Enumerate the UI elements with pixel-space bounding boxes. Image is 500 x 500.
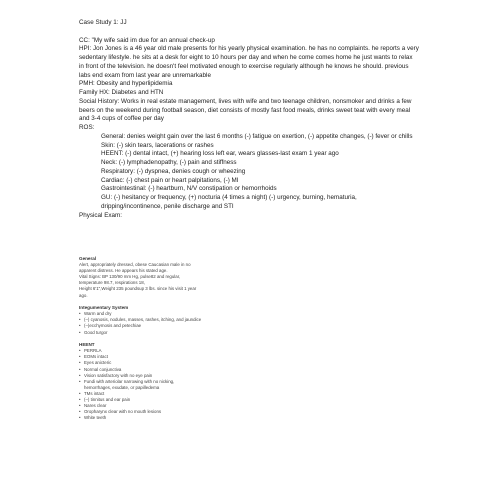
list-item: • TMs intact — [79, 391, 279, 397]
ros-list — [101, 133, 419, 212]
list-item: • Nares clear — [79, 403, 279, 409]
list-item: • Oropharynx clear with no mouth lesions — [79, 409, 279, 415]
list-item: • PERRLA — [79, 348, 279, 354]
heent-heading: HEENT — [79, 342, 95, 348]
ros-item-gu: GU: (-) hesitancy or frequency, (+) nocturia (4 times a night) (-) urgency, burning, hematuria, dripping/incontinence, penile discharge and STI — [101, 194, 357, 210]
list-item: • White teeth — [79, 415, 279, 421]
general-line: Vital Signs: BP 130/90 mm Hg, pulse82 and regular, — [79, 274, 181, 280]
ros-item-neck: Neck: (-) lymphadenopathy, (-) pain and stiffness — [101, 159, 237, 166]
general-line: apparent distress. He appears his stated age. — [79, 268, 168, 274]
general-line: temperature 98.7, respirations 18, — [79, 280, 145, 286]
list-item: • Fundi with arteriolar narrowing with no nicking, — [79, 379, 279, 385]
heent-continuation: hemorrhages, exudate, or papilledema — [84, 384, 160, 390]
case-narrative — [79, 19, 419, 220]
heent-list — [79, 348, 279, 421]
ros-item-gastrointestinal: Gastrointestinal: (-) heartburn, N/V constipation or hemorrhoids — [101, 185, 277, 193]
list-item: • (–) tinnitus and ear pain — [79, 397, 279, 403]
ros-item-skin: Skin: (-) skin tears, lacerations or rashes — [101, 141, 214, 149]
case-title: Case Study 1: JJ — [79, 19, 127, 26]
list-item: • (–) cyanosis, nodules, masses, rashes, itching, and jaundice — [79, 317, 279, 323]
ros-item-respiratory: Respiratory: (-) dyspnea, denies cough or wheezing — [101, 167, 246, 175]
ros-item-heent: HEENT: (-) dental intact, (+) hearing loss left ear, wears glasses-last exam 1 year ago — [101, 150, 339, 158]
list-item: • Normal conjunctiva — [79, 367, 279, 373]
list-item: • Vision satisfactory with no eye pain — [79, 373, 279, 379]
hpi-paragraph: HPI: Jon Jones is a 46 year old male presents for his yearly physical examination. he has no complaints. he reports a very sedentary lifestyle. he sits at a desk for eight to 10 hours per day and when he come comes home he just wants to relax in front of the television. he doesn't feel motivated enough to exercise regularly although he knows he should. previous labs end exam from last year are unremarkable — [79, 45, 419, 79]
list-item: • Warm and dry — [79, 311, 279, 317]
integumentary-heading: Integumentary System — [79, 305, 129, 311]
general-heading: General — [79, 256, 97, 261]
list-item: • (–)ecchymosis and petechiae — [79, 323, 279, 329]
social-history-paragraph: Social History: Works in real estate management, lives with wife and two teenage children, nonsmoker and drinks a few beers on the weekend during football season, diet consists of mostly fast food meals, drinks sweet teat with every meal and 3-4 cups of coffee per day — [79, 97, 412, 123]
ros-item-general: General: denies weight gain over the last 6 months (-) fatigue on exertion, (-) appetite changes, (-) fever or chills — [101, 132, 413, 140]
ros-label: ROS: — [79, 124, 95, 131]
family-history-line: Family HX: Diabetes and HTN — [79, 89, 164, 96]
pmh-line: PMH: Obesity and hyperlipidemia — [79, 80, 173, 88]
list-item: • Eyes anicteric — [79, 360, 279, 366]
chief-complaint: CC: "My wife said im due for an annual check-up — [79, 36, 215, 44]
integumentary-list — [79, 311, 279, 335]
physical-exam-label: Physical Exam: — [79, 211, 123, 219]
list-item: • Good turgor — [79, 330, 279, 336]
general-line: Alert, appropriately dressed, obese Caucasian male in no — [79, 262, 191, 268]
general-line: ago. — [79, 292, 88, 298]
list-item: • EOMs intact — [79, 354, 279, 360]
physical-exam-section — [79, 256, 279, 421]
general-line: Height 6'1",Weight 235 poundsup 3 lbs. since his visit 1 year — [79, 286, 197, 292]
ros-item-cardiac: Cardiac: (-) chest pain or heart palpitations, (-) MI — [101, 176, 239, 184]
